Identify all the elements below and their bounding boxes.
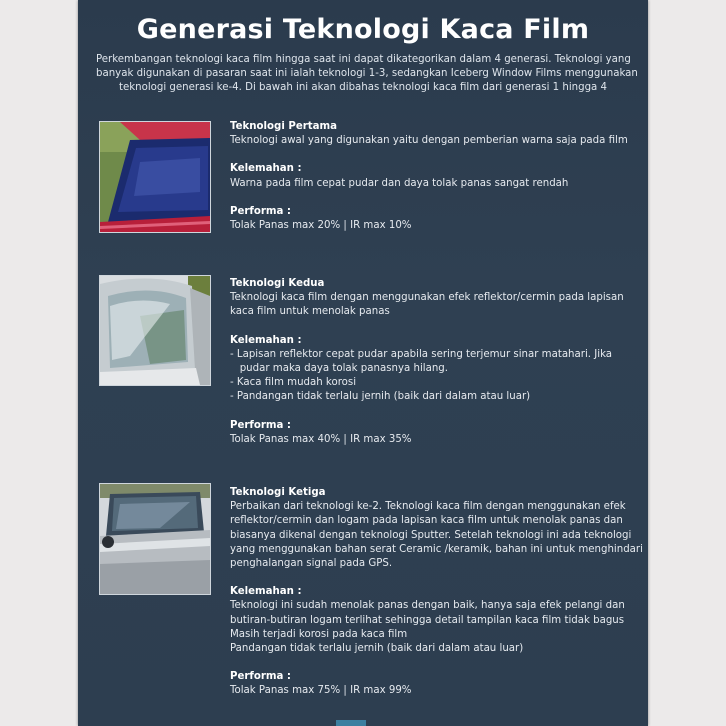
sputter-film-illustration [100, 484, 210, 594]
weakness-label: Kelemahan : [230, 334, 302, 346]
performance-label: Performa : [230, 671, 291, 683]
section-description: Teknologi awal yang digunakan yaitu dengan pemberian warna saja pada film [230, 135, 628, 147]
section-description: biasanya dikenal dengan teknologi Sputter. Setelah teknologi ini ada teknologi [230, 529, 632, 541]
intro-line: banyak digunakan di pasaran saat ini ialah teknologi 1-3, sedangkan Iceberg Window Films menggunakan [96, 68, 638, 79]
section-teknologi-ketiga [230, 486, 643, 699]
section-description: yang menggunakan bahan serat Ceramic /keramik, bahan ini untuk menghindari [230, 543, 643, 555]
performance-value: Tolak Panas max 75% | IR max 99% [230, 685, 412, 697]
weakness-text: - Kaca film mudah korosi [230, 377, 357, 389]
photo-car-mirror-windshield [99, 275, 211, 386]
section-description: Perbaikan dari teknologi ke-2. Teknologi kaca film dengan menggunakan efek [230, 501, 626, 513]
weakness-text: Pandangan tidak terlalu jernih (baik dari dalam atau luar) [230, 643, 524, 655]
weakness-text: Masih terjadi korosi pada kaca film [230, 628, 408, 640]
weakness-text: pudar maka daya tolak panasnya hilang. [230, 363, 449, 375]
section-description: penghalangan signal pada GPS. [230, 558, 393, 570]
photo-car-sputter-film [99, 483, 211, 595]
performance-value: Tolak Panas max 40% | IR max 35% [230, 433, 412, 445]
section-description: kaca film untuk menolak panas [230, 306, 390, 318]
section-heading: Teknologi Ketiga [230, 487, 326, 498]
intro-line: teknologi generasi ke-4. Di bawah ini akan dibahas teknologi kaca film dari generasi 1 hingga 4 [118, 82, 608, 93]
weakness-text: - Lapisan reflektor cepat pudar apabila sering terjemur sinar matahari. Jika [230, 348, 613, 360]
weakness-label: Kelemahan : [230, 586, 302, 598]
car-window-illustration [100, 122, 210, 232]
mirror-windshield-illustration [100, 276, 210, 385]
section-heading: Teknologi Kedua [230, 278, 325, 289]
intro-line: Perkembangan teknologi kaca film hingga saat ini dapat dikategorikan dalam 4 generasi. Teknologi yang [96, 54, 631, 65]
section-teknologi-kedua [230, 277, 630, 447]
document-page [78, 0, 648, 726]
photo-car-tinted-window [99, 121, 211, 233]
weakness-text: butiran-butiran logam terlihat sehingga detail tampilan kaca film tidak bagus [230, 614, 625, 626]
performance-label: Performa : [230, 419, 291, 431]
performance-label: Performa : [230, 205, 291, 217]
section-teknologi-pertama [230, 120, 630, 233]
weakness-text: - Pandangan tidak terlalu jernih (baik dari dalam atau luar) [230, 391, 531, 403]
section-description: reflektor/cermin dan logam pada lapisan kaca film untuk menolak panas dan [230, 515, 623, 527]
performance-value: Tolak Panas max 20% | IR max 10% [230, 220, 412, 232]
section-heading: Teknologi Pertama [230, 121, 337, 132]
weakness-text: Teknologi ini sudah menolak panas dengan baik, hanya saja efek pelangi dan [230, 600, 625, 612]
section-description: Teknologi kaca film dengan menggunakan efek reflektor/cermin pada lapisan [230, 292, 624, 304]
page-tab-marker [336, 720, 366, 726]
weakness-text: Warna pada film cepat pudar dan daya tolak panas sangat rendah [230, 177, 569, 189]
weakness-label: Kelemahan : [230, 163, 302, 175]
page-title: Generasi Teknologi Kaca Film [136, 14, 590, 45]
intro-paragraph [96, 53, 638, 95]
